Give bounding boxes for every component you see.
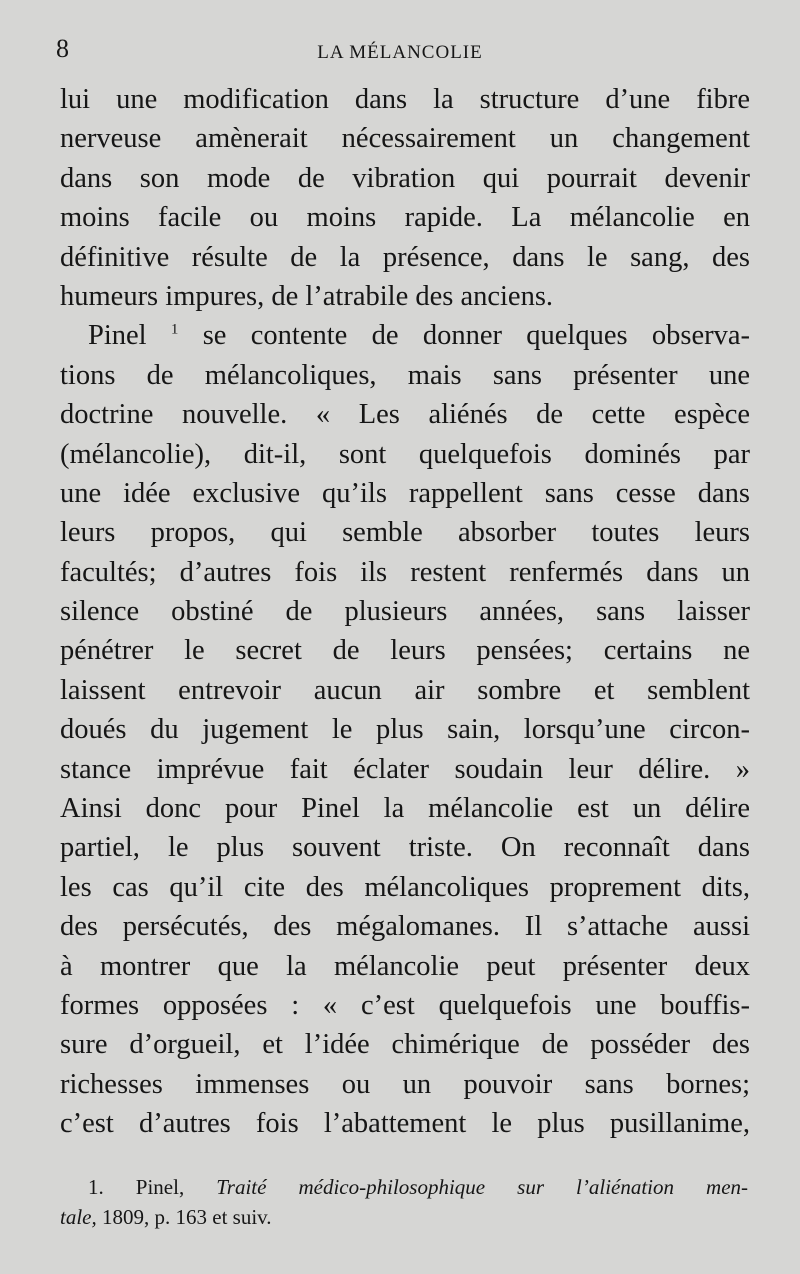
text-line: partiel, le plus souvent triste. On reconnaît dans — [60, 832, 750, 864]
text-line: lui une modification dans la structure d’une fibre — [60, 84, 750, 115]
text-line: les cas qu’il cite des mélancoliques proprement dits, — [60, 871, 750, 903]
text-line: facultés; d’autres fois ils restent renfermés dans un — [60, 556, 750, 588]
text-line: doués du jugement le plus sain, lorsqu’une circon- — [60, 714, 750, 746]
text-line: des persécutés, des mégalomanes. Il s’attache aussi — [60, 911, 750, 943]
footnote-title: Traité médico-philosophique sur l’aliénation men- — [216, 1175, 749, 1199]
text-line: leurs propos, qui semble absorber toutes leurs — [60, 517, 750, 549]
footnote-line — [88, 1172, 748, 1202]
footnote-title-continued: tale, — [60, 1205, 97, 1229]
footnote — [60, 1172, 749, 1232]
text-line: richesses immenses ou un pouvoir sans bornes; — [60, 1068, 750, 1100]
text-line: définitive résulte de la présence, dans le sang, des — [60, 241, 750, 273]
text-line: pénétrer le secret de leurs pensées; certains ne — [60, 635, 750, 667]
text-line: Ainsi donc pour Pinel la mélancolie est un délire — [60, 793, 750, 825]
footnote-details: 1809, p. 163 et suiv. — [102, 1205, 272, 1229]
author-name: Pinel — [88, 320, 147, 352]
text-line: sure d’orgueil, et l’idée chimérique de posséder des — [60, 1029, 750, 1061]
footnote-line — [60, 1202, 748, 1232]
footnote-author: Pinel, — [135, 1175, 185, 1199]
page-number: 8 — [56, 34, 69, 63]
text-line: stance imprévue fait éclater soudain leur délire. » — [60, 753, 750, 785]
text-line: laissent entrevoir aucun air sombre et semblent — [60, 674, 750, 706]
text-span: se contente de donner quelques observa- — [202, 320, 751, 352]
footnote-number: 1. — [88, 1175, 104, 1199]
text-line: formes opposées : « c’est quelquefois une bouffis- — [60, 989, 750, 1021]
text-line: une idée exclusive qu’ils rappellent sans cesse dans — [60, 477, 750, 509]
text-line: à montrer que la mélancolie peut présenter deux — [60, 950, 750, 982]
text-line: nerveuse amènerait nécessairement un changement — [60, 123, 750, 155]
text-line: (mélancolie), dit-il, sont quelquefois dominés par — [60, 438, 750, 470]
text-line: dans son mode de vibration qui pourrait devenir — [60, 162, 750, 194]
text-line: c’est d’autres fois l’abattement le plus pusillanime, — [60, 1108, 750, 1140]
text-line: doctrine nouvelle. « Les aliénés de cette espèce — [60, 399, 750, 431]
text-line: tions de mélancoliques, mais sans présenter une — [60, 359, 750, 391]
running-title: LA MÉLANCOLIE — [317, 42, 483, 63]
text-line: humeurs impures, de l’atrabile des anciens. — [60, 280, 554, 312]
body-text — [60, 80, 750, 1144]
text-line: moins facile ou moins rapide. La mélancolie en — [60, 202, 750, 234]
text-line: silence obstiné de plusieurs années, sans laisser — [60, 596, 750, 628]
footnote-reference[interactable]: 1 — [170, 321, 179, 338]
paragraph-start-line — [60, 316, 750, 355]
